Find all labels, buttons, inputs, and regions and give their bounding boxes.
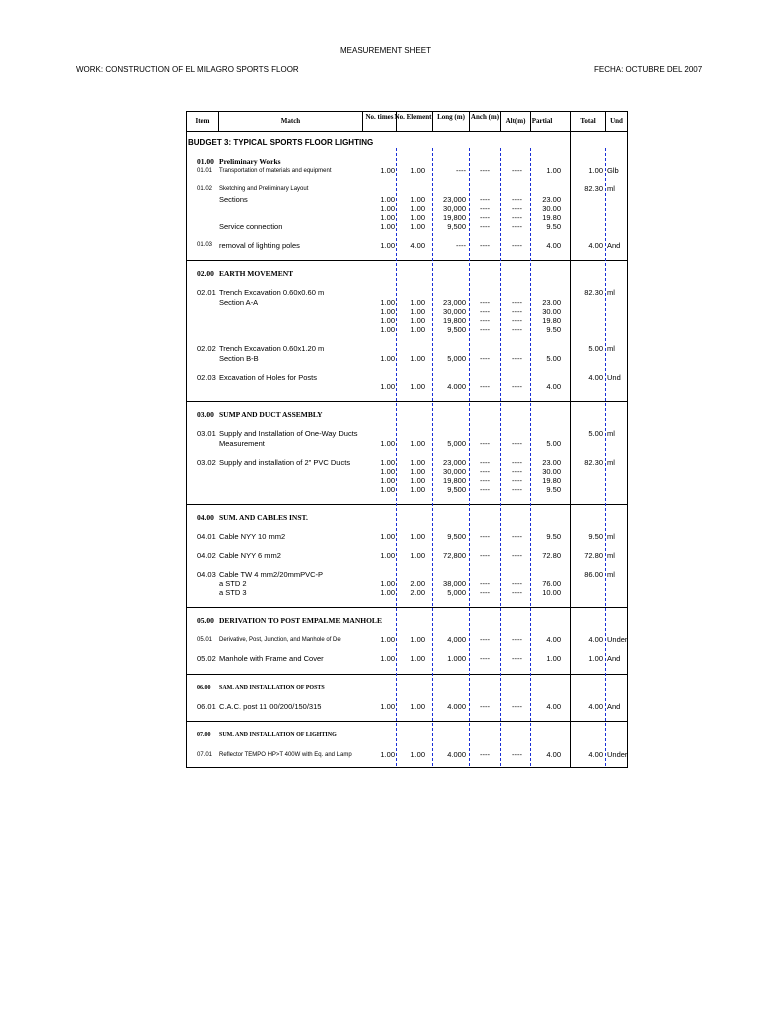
no-element-value: 1.00 <box>410 166 425 175</box>
long-value: 9,500 <box>447 485 466 494</box>
no-times-value: 1.00 <box>380 654 395 663</box>
no-element-value: 1.00 <box>410 439 425 448</box>
item-code: 05.01 <box>197 637 213 643</box>
header-partial: Partial <box>531 117 553 125</box>
alt-value: ---- <box>512 654 522 663</box>
long-value: 4.000 <box>447 382 466 391</box>
no-element-value: 1.00 <box>410 204 425 213</box>
partial-value: 4.00 <box>546 382 561 391</box>
section-divider <box>186 607 628 608</box>
item-total: 86.00 <box>584 570 603 579</box>
item-subdescription: a STD 3 <box>219 588 247 597</box>
item-code: 07.01 <box>197 752 213 758</box>
item-unit: ml <box>607 429 615 438</box>
partial-value: 19.80 <box>542 476 561 485</box>
partial-value: 4.00 <box>546 241 561 250</box>
item-total: 82.30 <box>584 458 603 467</box>
item-description: removal of lighting poles <box>219 241 300 250</box>
long-value: 30,000 <box>443 204 466 213</box>
alt-value: ---- <box>512 702 522 711</box>
no-element-value: 1.00 <box>410 195 425 204</box>
anch-value: ---- <box>480 195 490 204</box>
no-times-value: 1.00 <box>380 382 395 391</box>
item-description: Cable NYY 10 mm2 <box>219 532 286 541</box>
no-element-value: 1.00 <box>410 325 425 334</box>
column-line <box>570 111 571 768</box>
no-times-value: 1.00 <box>380 588 395 597</box>
long-value: 72,800 <box>443 551 466 560</box>
section-code: 07.00 <box>197 732 211 738</box>
no-times-value: 1.00 <box>380 241 395 250</box>
no-times-value: 1.00 <box>380 213 395 222</box>
partial-value: 5.00 <box>546 439 561 448</box>
item-unit: ml <box>607 532 615 541</box>
long-value: 9,500 <box>447 222 466 231</box>
item-total: 82.30 <box>584 288 603 297</box>
no-times-value: 1.00 <box>380 222 395 231</box>
section-code: 01.00 <box>197 157 214 166</box>
partial-value: 4.00 <box>546 750 561 759</box>
alt-value: ---- <box>512 307 522 316</box>
section-name: SUMP AND DUCT ASSEMBLY <box>219 410 323 419</box>
no-element-value: 1.00 <box>410 307 425 316</box>
no-times-value: 1.00 <box>380 195 395 204</box>
no-times-value: 1.00 <box>380 467 395 476</box>
item-code: 06.01 <box>197 702 216 711</box>
item-total: 4.00 <box>588 635 603 644</box>
long-value: 1.000 <box>447 654 466 663</box>
partial-value: 30.00 <box>542 204 561 213</box>
anch-value: ---- <box>480 551 490 560</box>
header-total: Total <box>580 117 596 125</box>
alt-value: ---- <box>512 635 522 644</box>
alt-value: ---- <box>512 485 522 494</box>
anch-value: ---- <box>480 476 490 485</box>
no-times-value: 1.00 <box>380 532 395 541</box>
no-element-value: 2.00 <box>410 588 425 597</box>
long-value: 19,800 <box>443 316 466 325</box>
anch-value: ---- <box>480 213 490 222</box>
long-value: 19,800 <box>443 476 466 485</box>
item-unit: ml <box>607 344 615 353</box>
anch-value: ---- <box>480 316 490 325</box>
no-times-value: 1.00 <box>380 750 395 759</box>
long-value: ---- <box>456 241 466 250</box>
partial-value: 19.80 <box>542 213 561 222</box>
no-element-value: 1.00 <box>410 467 425 476</box>
partial-value: 76.00 <box>542 579 561 588</box>
no-element-value: 1.00 <box>410 635 425 644</box>
item-unit: ml <box>607 551 615 560</box>
long-value: 23,000 <box>443 458 466 467</box>
no-element-value: 4.00 <box>410 241 425 250</box>
no-element-value: 2.00 <box>410 579 425 588</box>
long-value: 9,500 <box>447 532 466 541</box>
item-subdescription: Section A-A <box>219 298 259 307</box>
partial-value: 1.00 <box>546 654 561 663</box>
item-description: Cable TW 4 mm2/20mmPVC-P <box>219 570 324 579</box>
no-element-value: 1.00 <box>410 222 425 231</box>
alt-value: ---- <box>512 382 522 391</box>
no-element-value: 1.00 <box>410 298 425 307</box>
anch-value: ---- <box>480 166 490 175</box>
no-element-value: 1.00 <box>410 458 425 467</box>
item-code: 03.02 <box>197 458 216 467</box>
partial-value: 23.00 <box>542 195 561 204</box>
no-times-value: 1.00 <box>380 325 395 334</box>
item-subdescription: Section B-B <box>219 354 259 363</box>
section-divider <box>186 401 628 402</box>
long-value: 5,000 <box>447 439 466 448</box>
section-code: 05.00 <box>197 616 214 625</box>
no-times-value: 1.00 <box>380 579 395 588</box>
anch-value: ---- <box>480 467 490 476</box>
long-value: 4.000 <box>447 702 466 711</box>
alt-value: ---- <box>512 325 522 334</box>
item-unit: ml <box>607 184 615 193</box>
long-value: 4.000 <box>447 750 466 759</box>
partial-value: 9.50 <box>546 532 561 541</box>
section-name: SAM. AND INSTALLATION OF POSTS <box>219 685 325 691</box>
alt-value: ---- <box>512 166 522 175</box>
item-subdescription: Measurement <box>219 439 265 448</box>
item-unit: ml <box>607 288 615 297</box>
long-value: 9,500 <box>447 325 466 334</box>
item-code: 01.03 <box>197 242 213 248</box>
header-divider <box>186 131 628 132</box>
sheet-title: MEASUREMENT SHEET <box>340 46 431 55</box>
no-times-value: 1.00 <box>380 307 395 316</box>
partial-value: 10.00 <box>542 588 561 597</box>
anch-value: ---- <box>480 702 490 711</box>
no-times-value: 1.00 <box>380 316 395 325</box>
alt-value: ---- <box>512 213 522 222</box>
item-total: 4.00 <box>588 750 603 759</box>
item-description: Cable NYY 6 mm2 <box>219 551 281 560</box>
header-alt: Alt(m) <box>505 117 526 125</box>
anch-value: ---- <box>480 485 490 494</box>
item-unit: Under <box>607 750 628 759</box>
no-element-value: 1.00 <box>410 316 425 325</box>
item-total: 5.00 <box>588 344 603 353</box>
anch-value: ---- <box>480 750 490 759</box>
date-label: FECHA: OCTUBRE DEL 2007 <box>594 65 703 74</box>
item-description: Trench Excavation 0.60x0.60 m <box>219 288 325 297</box>
item-total: 72.80 <box>584 551 603 560</box>
no-element-value: 1.00 <box>410 354 425 363</box>
no-times-value: 1.00 <box>380 458 395 467</box>
anch-value: ---- <box>480 382 490 391</box>
anch-value: ---- <box>480 579 490 588</box>
long-value: 23,000 <box>443 195 466 204</box>
item-unit: ml <box>607 570 615 579</box>
no-times-value: 1.00 <box>380 485 395 494</box>
item-code: 04.01 <box>197 532 216 541</box>
alt-value: ---- <box>512 750 522 759</box>
anch-value: ---- <box>480 354 490 363</box>
long-value: 23,000 <box>443 298 466 307</box>
section-code: 04.00 <box>197 513 214 522</box>
long-value: 30,000 <box>443 307 466 316</box>
no-element-value: 1.00 <box>410 702 425 711</box>
partial-value: 5.00 <box>546 354 561 363</box>
alt-value: ---- <box>512 588 522 597</box>
item-total: 9.50 <box>588 532 603 541</box>
item-code: 02.01 <box>197 288 216 297</box>
partial-value: 9.50 <box>546 222 561 231</box>
alt-value: ---- <box>512 298 522 307</box>
item-code: 04.02 <box>197 551 216 560</box>
alt-value: ---- <box>512 467 522 476</box>
no-element-value: 1.00 <box>410 382 425 391</box>
alt-value: ---- <box>512 354 522 363</box>
header-match: Match <box>280 117 301 125</box>
long-value: 5,000 <box>447 354 466 363</box>
no-times-value: 1.00 <box>380 551 395 560</box>
anch-value: ---- <box>480 532 490 541</box>
header-no-element: No. Element <box>394 113 432 121</box>
alt-value: ---- <box>512 551 522 560</box>
item-total: 82.30 <box>584 184 603 193</box>
anch-value: ---- <box>480 635 490 644</box>
partial-value: 9.50 <box>546 485 561 494</box>
no-times-value: 1.00 <box>380 635 395 644</box>
no-element-value: 1.00 <box>410 654 425 663</box>
section-name: SUM. AND CABLES INST. <box>219 513 308 522</box>
no-times-value: 1.00 <box>380 439 395 448</box>
item-total: 5.00 <box>588 429 603 438</box>
alt-value: ---- <box>512 241 522 250</box>
section-name: SUM. AND INSTALLATION OF LIGHTING <box>219 732 337 738</box>
partial-value: 23.00 <box>542 298 561 307</box>
item-description: Sketching and Preliminary Layout <box>219 186 309 192</box>
section-code: 06.00 <box>197 685 211 691</box>
anch-value: ---- <box>480 204 490 213</box>
alt-value: ---- <box>512 222 522 231</box>
alt-value: ---- <box>512 316 522 325</box>
item-total: 4.00 <box>588 241 603 250</box>
anch-value: ---- <box>480 325 490 334</box>
budget-title: BUDGET 3: TYPICAL SPORTS FLOOR LIGHTING <box>188 138 374 147</box>
anch-value: ---- <box>480 439 490 448</box>
partial-value: 19.80 <box>542 316 561 325</box>
anch-value: ---- <box>480 307 490 316</box>
item-code: 01.02 <box>197 186 213 192</box>
partial-value: 23.00 <box>542 458 561 467</box>
item-description: Transportation of materials and equipment <box>219 168 332 174</box>
item-description: Supply and installation of 2" PVC Ducts <box>219 458 351 467</box>
long-value: 4,000 <box>447 635 466 644</box>
item-description: Manhole with Frame and Cover <box>219 654 324 663</box>
item-unit: Glb <box>607 166 619 175</box>
no-element-value: 1.00 <box>410 551 425 560</box>
item-description: C.A.C. post 11 00/200/150/315 <box>219 702 322 711</box>
header-long: Long (m) <box>437 113 465 121</box>
long-value: 38,000 <box>443 579 466 588</box>
item-total: 4.00 <box>588 702 603 711</box>
item-description: Reflector TEMPO HP>T 400W with Eq. and Lamp <box>219 752 352 758</box>
partial-value: 30.00 <box>542 307 561 316</box>
header-no-times: No. times <box>365 113 394 121</box>
long-value: 5,000 <box>447 588 466 597</box>
anch-value: ---- <box>480 241 490 250</box>
no-element-value: 1.00 <box>410 485 425 494</box>
no-element-value: 1.00 <box>410 213 425 222</box>
header-und: Und <box>610 117 623 125</box>
anch-value: ---- <box>480 654 490 663</box>
partial-value: 9.50 <box>546 325 561 334</box>
long-value: 30,000 <box>443 467 466 476</box>
item-description: Derivative, Post, Junction, and Manhole of De <box>219 637 341 643</box>
item-code: 03.01 <box>197 429 216 438</box>
item-description: Supply and Installation of One-Way Ducts <box>219 429 358 438</box>
no-times-value: 1.00 <box>380 354 395 363</box>
item-subdescription: Sections <box>219 195 248 204</box>
section-divider <box>186 674 628 675</box>
long-value: 19,800 <box>443 213 466 222</box>
item-unit: Under <box>607 635 628 644</box>
no-times-value: 1.00 <box>380 298 395 307</box>
section-code: 02.00 <box>197 269 214 278</box>
item-unit: Und <box>607 373 621 382</box>
partial-value: 4.00 <box>546 702 561 711</box>
no-times-value: 1.00 <box>380 204 395 213</box>
header-item: Item <box>195 117 210 125</box>
partial-value: 4.00 <box>546 635 561 644</box>
partial-value: 1.00 <box>546 166 561 175</box>
anch-value: ---- <box>480 222 490 231</box>
section-divider <box>186 260 628 261</box>
alt-value: ---- <box>512 195 522 204</box>
section-divider <box>186 504 628 505</box>
item-code: 02.02 <box>197 344 216 353</box>
item-subdescription: Service connection <box>219 222 283 231</box>
alt-value: ---- <box>512 458 522 467</box>
item-subdescription: a STD 2 <box>219 579 247 588</box>
item-total: 1.00 <box>588 166 603 175</box>
alt-value: ---- <box>512 439 522 448</box>
long-value: ---- <box>456 166 466 175</box>
anch-value: ---- <box>480 458 490 467</box>
item-unit: ml <box>607 458 615 467</box>
item-code: 05.02 <box>197 654 216 663</box>
section-code: 03.00 <box>197 410 214 419</box>
alt-value: ---- <box>512 532 522 541</box>
no-times-value: 1.00 <box>380 166 395 175</box>
anch-value: ---- <box>480 298 490 307</box>
no-times-value: 1.00 <box>380 476 395 485</box>
work-title: WORK: CONSTRUCTION OF EL MILAGRO SPORTS FLOOR <box>76 65 299 74</box>
anch-value: ---- <box>480 588 490 597</box>
alt-value: ---- <box>512 476 522 485</box>
alt-value: ---- <box>512 579 522 588</box>
item-description: Excavation of Holes for Posts <box>219 373 317 382</box>
section-name: DERIVATION TO POST EMPALME MANHOLE <box>219 616 382 625</box>
item-description: Trench Excavation 0.60x1.20 m <box>219 344 325 353</box>
item-unit: And <box>607 654 621 663</box>
alt-value: ---- <box>512 204 522 213</box>
no-times-value: 1.00 <box>380 702 395 711</box>
item-unit: And <box>607 702 621 711</box>
item-total: 4.00 <box>588 373 603 382</box>
no-element-value: 1.00 <box>410 750 425 759</box>
section-divider <box>186 721 628 722</box>
section-name: Preliminary Works <box>219 157 281 166</box>
item-code: 04.03 <box>197 570 216 579</box>
no-element-value: 1.00 <box>410 532 425 541</box>
item-code: 01.01 <box>197 168 213 174</box>
item-unit: And <box>607 241 621 250</box>
section-name: EARTH MOVEMENT <box>219 269 294 278</box>
partial-value: 72.80 <box>542 551 561 560</box>
header-anch: Anch (m) <box>470 113 500 121</box>
item-total: 1.00 <box>588 654 603 663</box>
partial-value: 30.00 <box>542 467 561 476</box>
column-dash <box>605 148 606 766</box>
no-element-value: 1.00 <box>410 476 425 485</box>
item-code: 02.03 <box>197 373 216 382</box>
